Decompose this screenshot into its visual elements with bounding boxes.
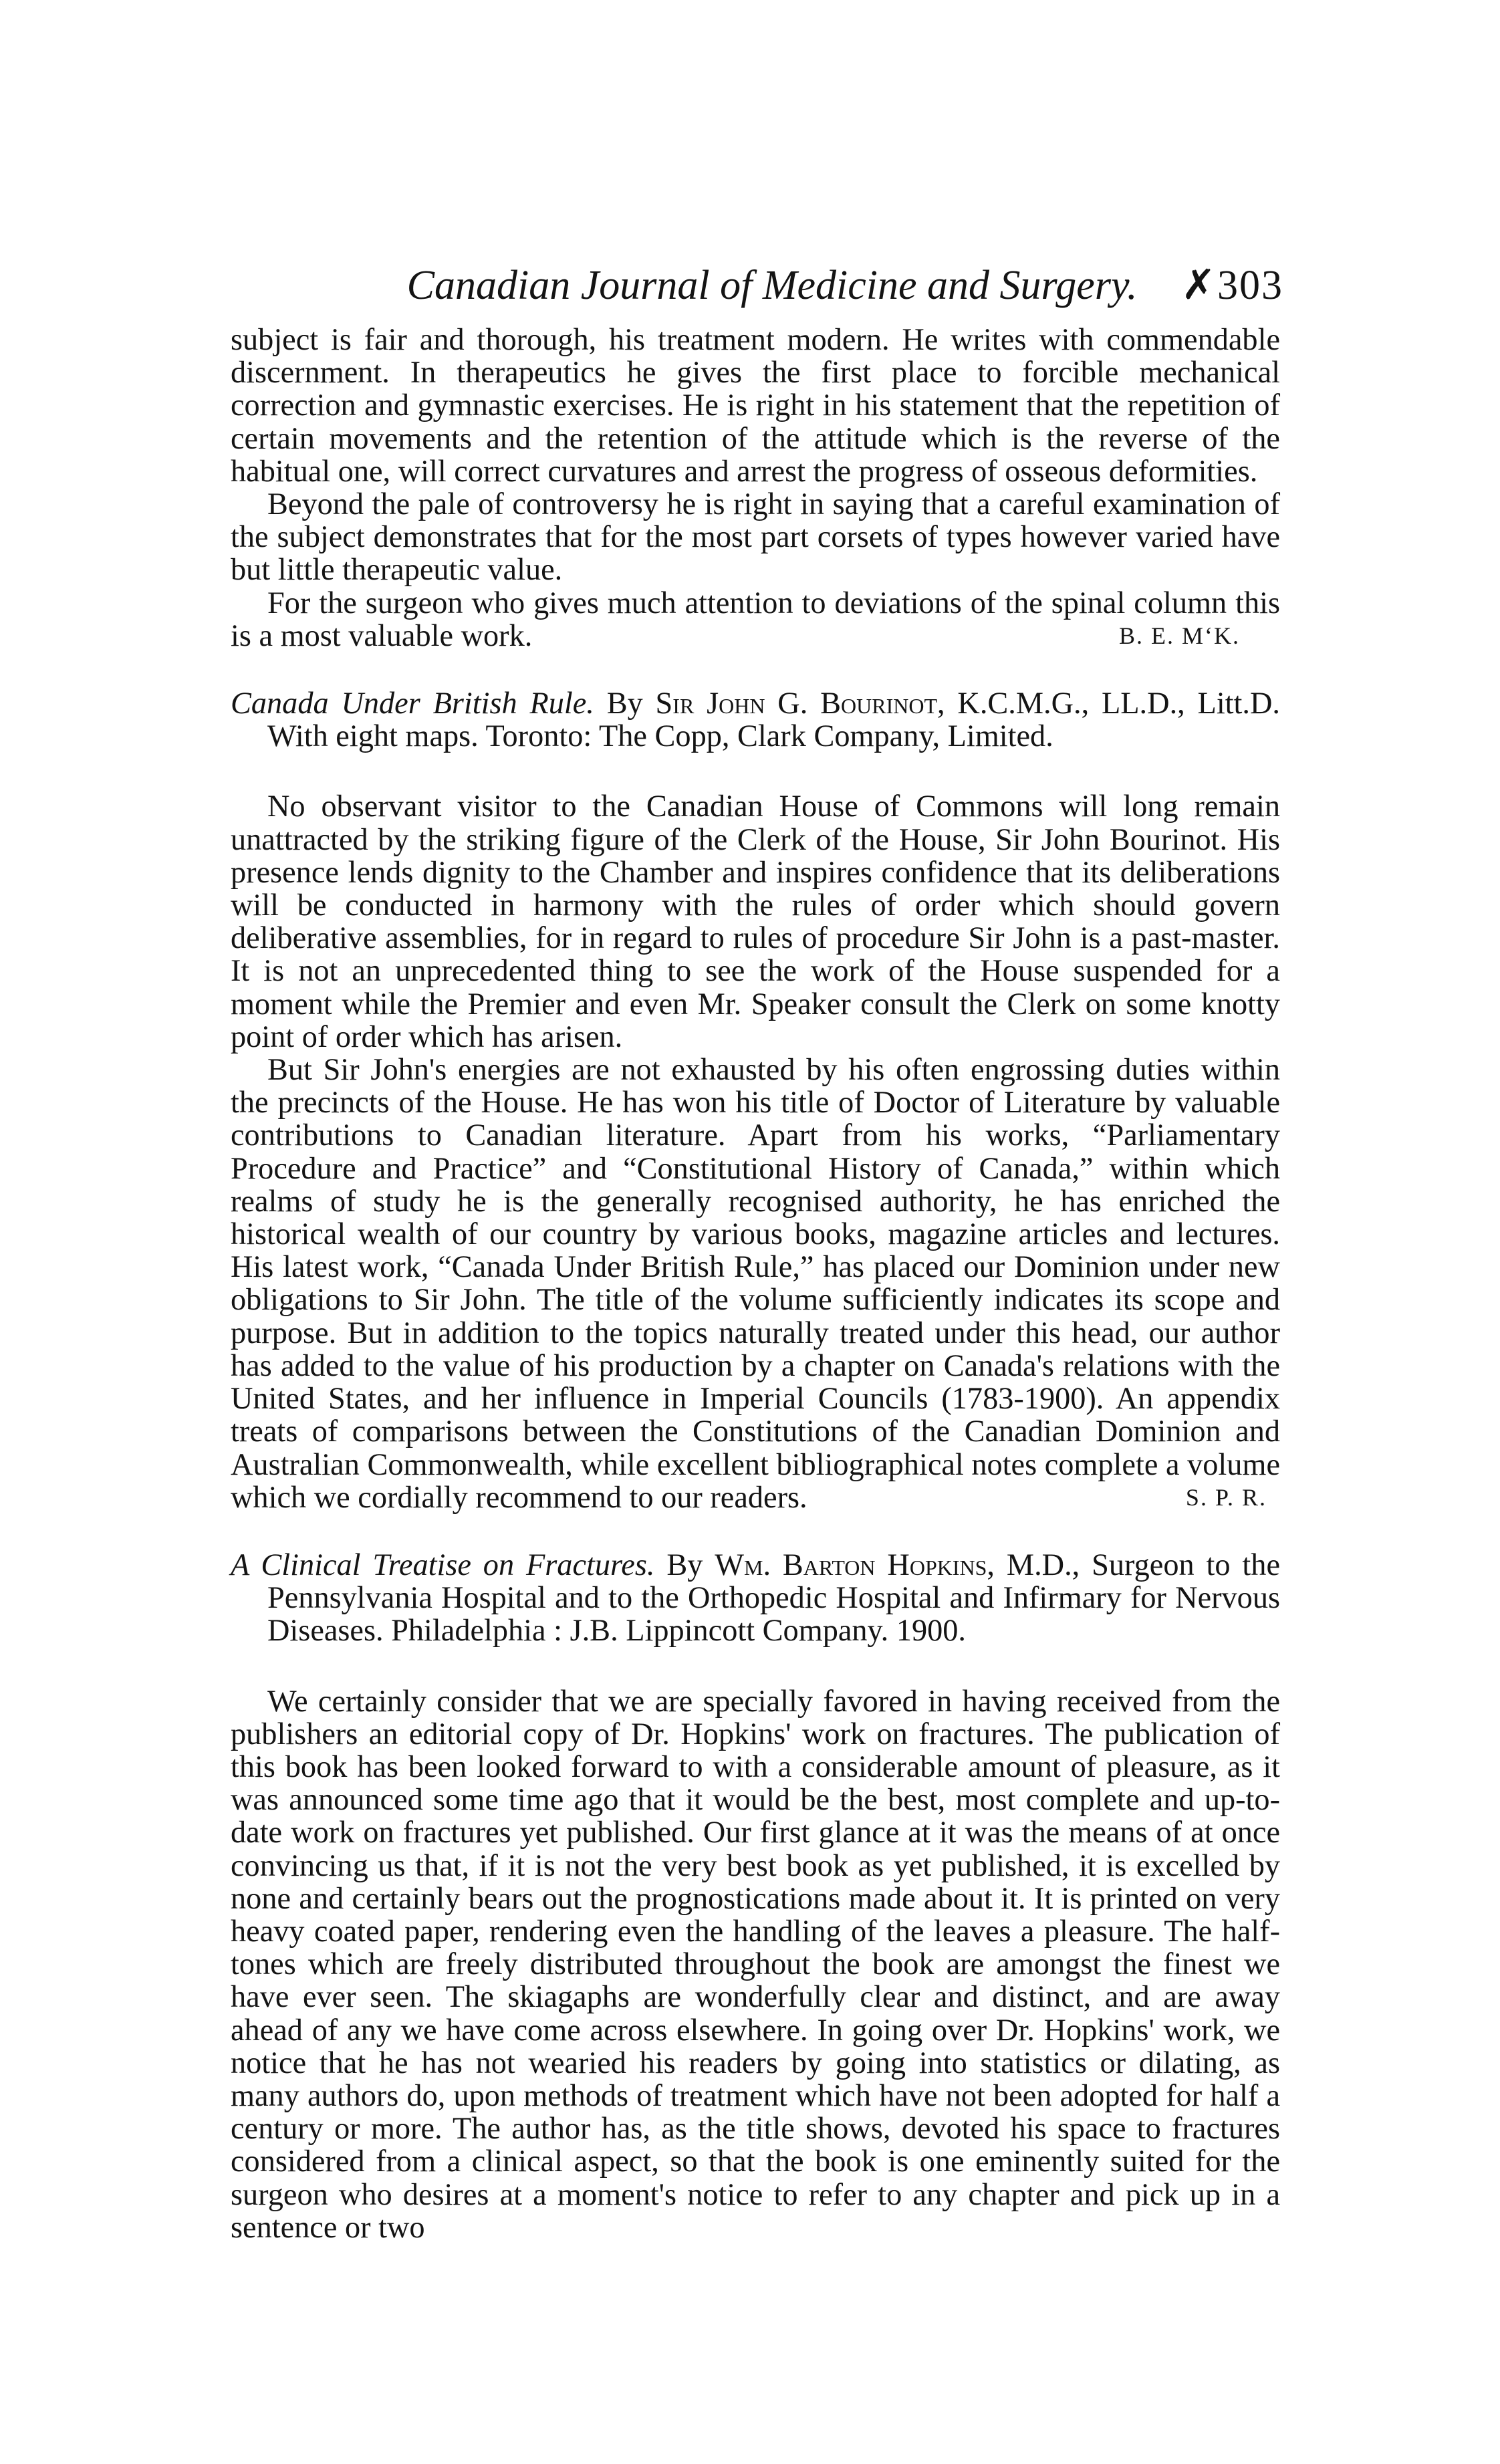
paragraph: subject is fair and thorough, his treatment modern. He writes with commendable discernment. In therapeutics he gives the first place to forcible mechanical correction and gymnastic exercises. He is right in his statement that the repetition of certain movements and the retention of the attitude which is the reverse of the habitual one, will correct curvatures and arrest the progress of osseous deformities. [231,323,1280,489]
margin-mark: ✗ [1181,263,1217,308]
running-header [0,262,1283,309]
book-title: Canada Under British Rule. [231,687,594,721]
journal-title: Canadian Journal of Medicine and Surgery. [406,263,1138,308]
review-heading: Canada Under British Rule. By Sir John G. Bourinot, K.C.M.G., LL.D., Litt.D. With eight maps. Toronto: The Copp, Clark Company, Limited. [231,687,1280,754]
book-author: Sir John G. Bourinot, [655,687,945,721]
book-title: A Clinical Treatise on Fractures. [231,1548,655,1582]
paragraph: For the surgeon who gives much attention to deviations of the spinal column this is a most valuable work. B. E. M‘K. [231,586,1280,653]
paragraph: But Sir John's energies are not exhausted by his often engrossing duties within the precincts of the House. He has won his title of Doctor of Literature by valuable contributions to Canadian literature. Apart from his works, “Parliamentary Procedure and Practice” and “Constitutional History of Canada,” within which realms of study he is the generally recognised authority, he has enriched the historical wealth of our country by various books, magazine articles and lectures. His latest work, “Canada Under British Rule,” has placed our Dominion under new obligations to Sir John. The title of the volume sufficiently indicates its scope and purpose. But in addition to the topics naturally treated under this head, our author has added to the value of his production by a chapter on Canada's relations with the United States, and her influence in Imperial Councils (1783-1900). An appendix treats of comparisons between the Constitutions of the Canadian Dominion and Australian Commonwealth, while excellent bibliographical notes complete a volume which we cordially recommend to our readers. S. P. R. [231,1053,1280,1515]
paragraph: No observant visitor to the Canadian House of Commons will long remain unattracted by the striking figure of the Clerk of the House, Sir John Bourinot. His presence lends dignity to the Chamber and inspires confidence that its deliberations will be conducted in harmony with the rules of order which should govern deliberative assemblies, for in regard to rules of procedure Sir John is a past-master. It is not an unprecedented thing to see the work of the House suspended for a moment while the Premier and even Mr. Speaker consult the Clerk on some knotty point of order which has arisen. [231,789,1280,1054]
publication-info: M.D., Surgeon to the Pennsylvania Hospital and to the Orthopedic Hospital and Infirmary for Nervous Diseases. Philadelphia : J.B. Lippincott Company. 1900. [267,1548,1280,1648]
review-heading: A Clinical Treatise on Fractures. By Wm. Barton Hopkins, M.D., Surgeon to the Pennsylvania Hospital and to the Orthopedic Hospital and Infirmary for Nervous Diseases. Philadelphia : J.B. Lippincott Company. 1900. [231,1548,1280,1648]
reviewer-signature: B. E. M‘K. [1119,622,1240,649]
page-number: 303 [1217,263,1283,308]
review-clinical-treatise-fractures [231,1549,1280,2244]
reviewer-signature: S. P. R. [1185,1483,1267,1511]
review-spinal-column [231,324,1280,652]
paragraph: Beyond the pale of controversy he is right in saying that a careful examination of the subject demonstrates that for the most part corsets of types however varied have but little therapeutic value. [231,487,1280,588]
review-canada-under-british-rule [231,687,1280,1514]
page-body [231,324,1280,2244]
book-author: Wm. Barton Hopkins, [715,1548,995,1582]
publication-info: K.C.M.G., LL.D., Litt.D. With eight maps. Toronto: The Copp, Clark Company, Limited. [267,687,1280,754]
paragraph: We certainly consider that we are specially favored in having received from the publishers an editorial copy of Dr. Hopkins' work on fractures. The publication of this book has been looked forward to with a considerable amount of pleasure, as it was announced some time ago that it would be the best, most complete and up-to-date work on fractures yet published. Our first glance at it was the means of at once convincing us that, if it is not the very best book as yet published, it is excelled by none and certainly bears out the prognostications made about it. It is printed on very heavy coated paper, rendering even the handling of the leaves a pleasure. The half-tones which are freely distributed throughout the book are amongst the finest we have ever seen. The skiagaphs are wonderfully clear and distinct, and are away ahead of any we have come across elsewhere. In going over Dr. Hopkins' work, we notice that he has not wearied his readers by going into statistics or dilating, as many authors do, upon methods of treatment which have not been adopted for half a century or more. The author has, as the title shows, devoted his space to fractures considered from a clinical aspect, so that the book is one eminently suited for the surgeon who desires at a moment's notice to refer to any chapter and pick up in a sentence or two [231,1684,1280,2245]
page-number-block [1181,263,1283,308]
